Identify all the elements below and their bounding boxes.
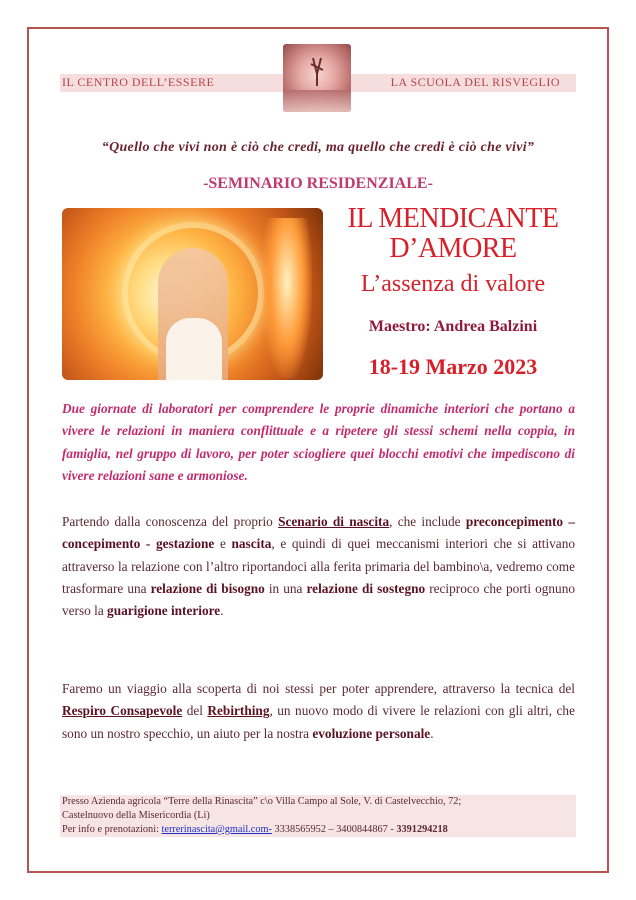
photo-dress [166, 318, 222, 380]
p1-bold-3: nascita [231, 536, 272, 552]
p1-bold-6: guarigione interiore [107, 603, 221, 619]
footer-address-line-1: Presso Azienda agricola “Terre della Rinascita” c\o Villa Campo al Sole, V. di Castelvecchio, 72; [62, 796, 462, 807]
header-left-title: IL CENTRO DELL’ESSERE [62, 75, 215, 89]
p2-text-3: , un nuovo modo di vivere le relazioni con gli altri, che sono un nostro specchio, un aiuto per la nostra [62, 703, 575, 741]
footer-phones: 3338565952 – 3400844867 - [271, 824, 397, 835]
p2-text-2: del [182, 703, 208, 719]
footer-phone-last: 3391294218 [396, 824, 448, 835]
footer [62, 795, 578, 837]
p2-bold-1: Respiro Consapevole [62, 703, 183, 719]
hero-photo [62, 208, 323, 380]
p1-text-4: , e quindi di quei meccanismi interiori che si attivano attraverso la relazione con l’altro riportandoci alla ferita primaria del bambino\a, vedremo come trasformare una [62, 536, 575, 596]
title-line-2: D’AMORE [389, 233, 517, 264]
p2-text-4: . [430, 725, 434, 741]
p1-text-2: , che include [389, 514, 466, 529]
body-paragraph-1 [62, 511, 575, 622]
p2-bold-3: evoluzione personale [312, 725, 431, 741]
p1-text-7: . [220, 603, 224, 619]
p1-bold-4: relazione di bisogno [150, 580, 265, 596]
maestro-label: Maestro: Andrea Balzini [368, 318, 538, 335]
p1-bold-2: preconcepimento – concepimento - gestazione [62, 514, 575, 552]
p1-text-5: in una [264, 580, 307, 596]
p1-bold-1: Scenario di nascita [278, 514, 390, 529]
header-right-title: LA SCUOLA DEL RISVEGLIO [390, 75, 560, 89]
quote: “Quello che vivi non è ciò che credi, ma quello che credi è ciò che vivi” [101, 140, 535, 155]
title-line-1: IL MENDICANTE [347, 203, 559, 234]
p1-text-1: Partendo dalla conoscenza del proprio [62, 514, 279, 529]
footer-address-line-2: Castelnuovo della Misericordia (Li) [62, 810, 210, 821]
footer-email-link[interactable]: terrerinascita@gmail.com- [161, 824, 272, 835]
photo-flame [262, 218, 312, 378]
logo-reflection [283, 90, 351, 112]
p1-text-6: reciproco che porti ognuno verso la [62, 580, 575, 619]
event-type: -SEMINARIO RESIDENZIALE- [203, 175, 433, 192]
footer-info-label: Per info e prenotazioni: [62, 824, 162, 835]
intro-paragraph: Due giornate di laboratori per comprendere le proprie dinamiche interiori che portano a vivere le relazioni in maniera conflittuale e a ripetere gli stessi schemi nella coppia, in famiglia, nel gruppo di lavoro, per poter sciogliere quei blocchi emotivi che impediscono di vivere relazioni sane e armoniose. [62, 401, 575, 483]
p1-bold-5: relazione di sostegno [306, 580, 426, 596]
p1-text-3: e [214, 536, 232, 552]
event-dates: 18-19 Marzo 2023 [368, 354, 538, 379]
logo-image [283, 44, 351, 112]
p2-text-1: Faremo un viaggio alla scoperta di noi stessi per poter apprendere, attraverso la tecnica del [62, 681, 575, 696]
footer-contact-line [62, 823, 578, 837]
p2-bold-2: Rebirthing [207, 703, 270, 719]
title-subtitle: L’assenza di valore [360, 271, 546, 297]
body-paragraph-2 [62, 678, 575, 745]
